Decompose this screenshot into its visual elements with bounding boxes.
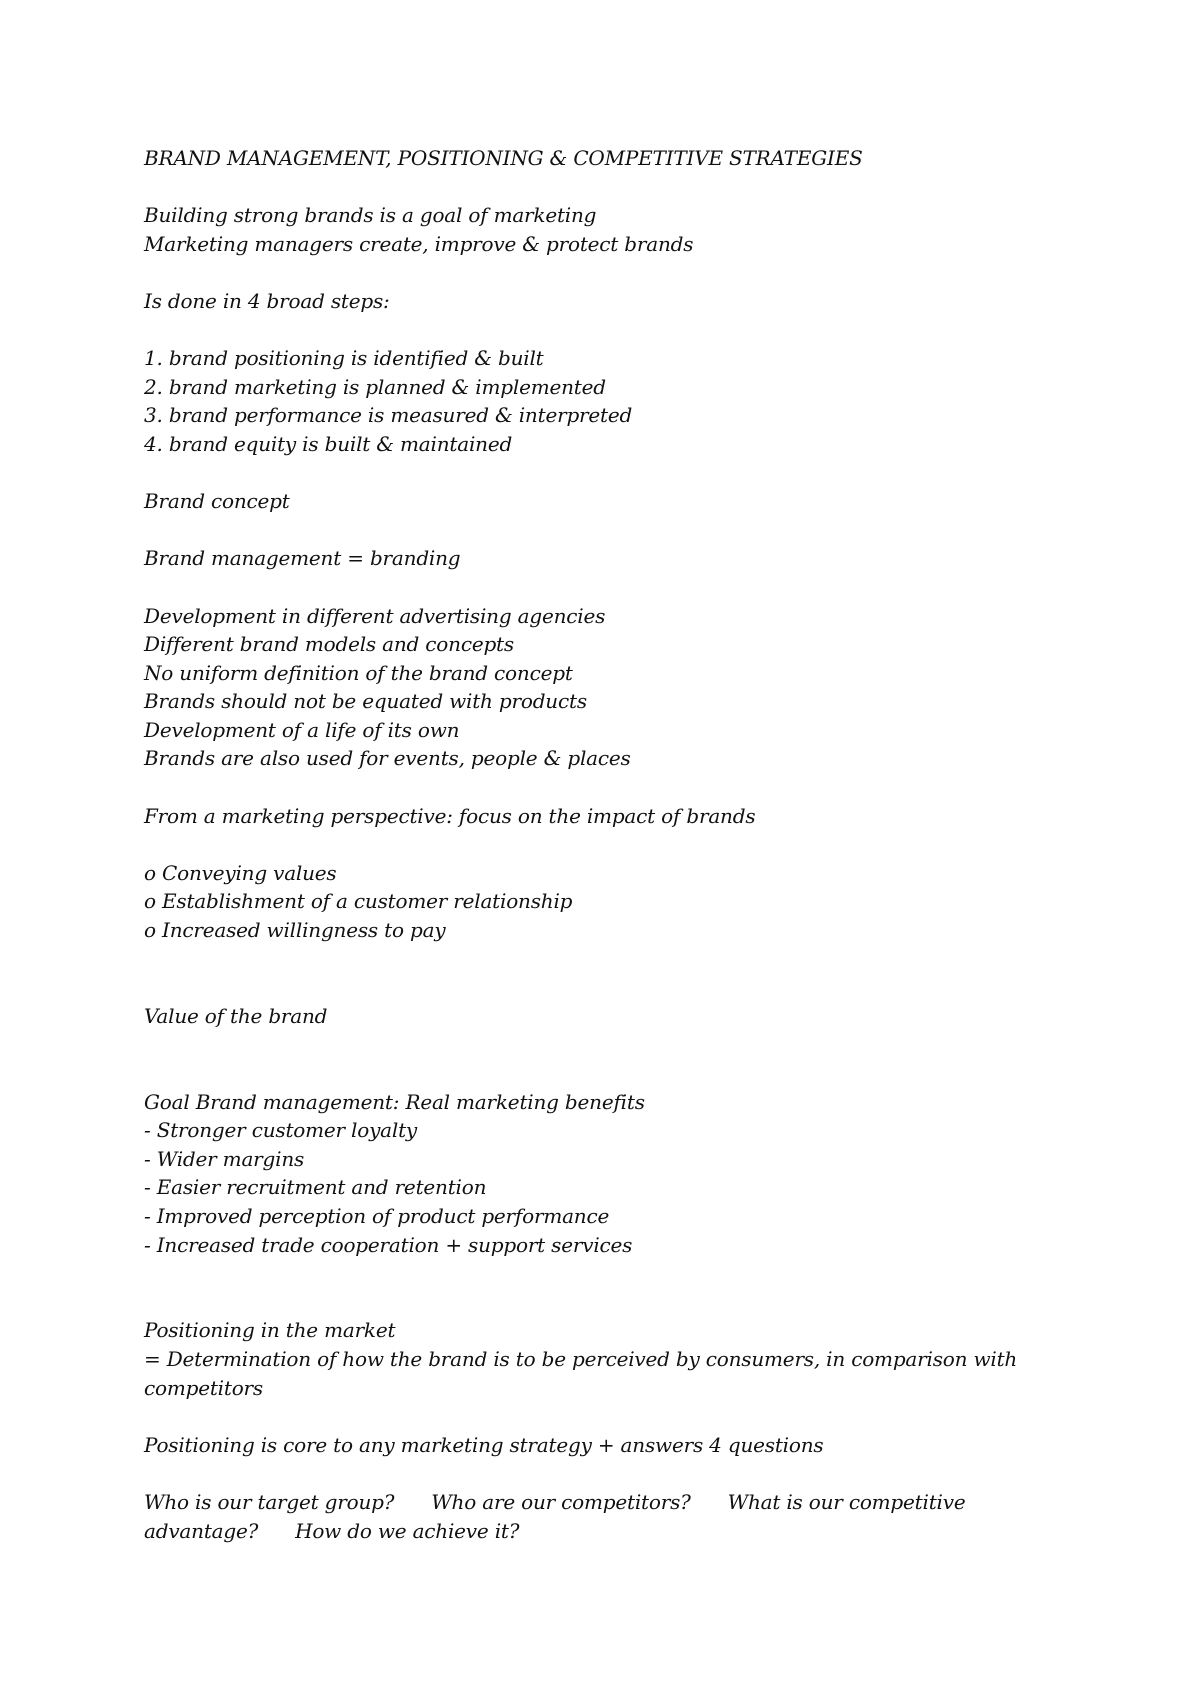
benefit-item-5: - Increased trade cooperation + support services	[144, 1232, 633, 1257]
impact-item-2: o Establishment of a customer relationship	[144, 889, 573, 914]
development-line-3: No uniform definition of the brand concept	[144, 660, 573, 685]
positioning-heading: Positioning in the market	[144, 1318, 396, 1343]
intro-line-1: Building strong brands is a goal of marketing	[144, 203, 597, 228]
brand-management-definition: Brand management = branding	[144, 546, 461, 571]
development-line-1: Development in different advertising agencies	[144, 603, 606, 628]
step-item-1: 1. brand positioning is identified & built	[144, 346, 544, 371]
development-line-5: Development of a life of its own	[144, 717, 460, 742]
benefit-item-1: - Stronger customer loyalty	[144, 1118, 418, 1143]
development-line-4: Brands should not be equated with products	[144, 689, 587, 714]
document-body	[144, 144, 1044, 1545]
steps-heading: Is done in 4 broad steps:	[144, 288, 390, 313]
impact-item-3: o Increased willingness to pay	[144, 918, 446, 943]
development-line-2: Different brand models and concepts	[144, 632, 514, 657]
development-line-6: Brands are also used for events, people & places	[144, 746, 631, 771]
brand-concept-heading: Brand concept	[144, 489, 290, 514]
intro-line-2: Marketing managers create, improve & protect brands	[144, 231, 694, 256]
value-heading: Value of the brand	[144, 1003, 328, 1028]
positioning-core-line: Positioning is core to any marketing strategy + answers 4 questions	[144, 1432, 824, 1457]
benefit-item-3: - Easier recruitment and retention	[144, 1175, 487, 1200]
positioning-questions: Who is our target group? Who are our competitors? What is our competitive advantage? How do we achieve it?	[144, 1489, 972, 1543]
document-title: BRAND MANAGEMENT, POSITIONING & COMPETITIVE STRATEGIES	[144, 146, 863, 170]
step-item-3: 3. brand performance is measured & interpreted	[144, 403, 633, 428]
step-item-2: 2. brand marketing is planned & implemented	[144, 374, 606, 399]
benefit-item-2: - Wider margins	[144, 1146, 305, 1171]
benefit-item-4: - Improved perception of product performance	[144, 1203, 610, 1228]
marketing-perspective-line: From a marketing perspective: focus on the impact of brands	[144, 803, 756, 828]
positioning-definition: = Determination of how the brand is to be perceived by consumers, in comparison with competitors	[144, 1346, 1018, 1400]
impact-item-1: o Conveying values	[144, 860, 337, 885]
step-item-4: 4. brand equity is built & maintained	[144, 431, 513, 456]
goal-heading: Goal Brand management: Real marketing benefits	[144, 1089, 645, 1114]
